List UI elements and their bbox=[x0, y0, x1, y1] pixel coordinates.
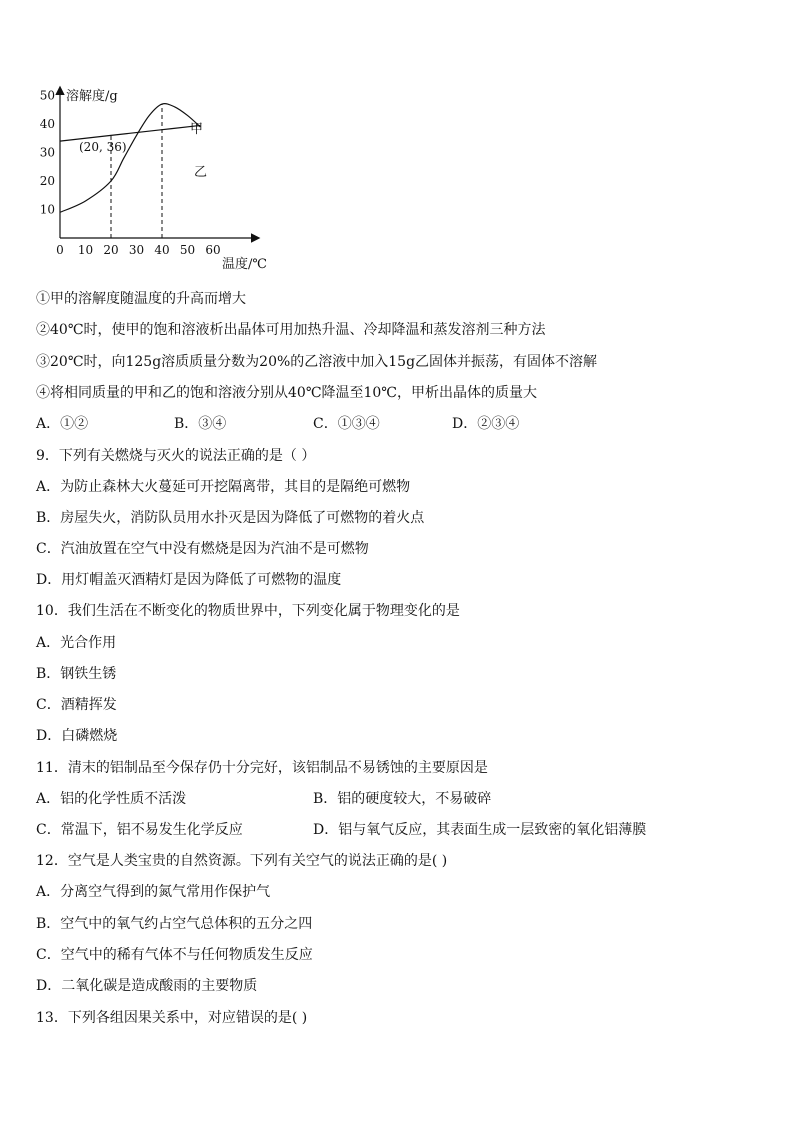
x-tick-label: 40 bbox=[154, 243, 170, 257]
y-axis-label: 溶解度/g bbox=[66, 89, 118, 104]
q12-stem: 12．空气是人类宝贵的自然资源。下列有关空气的说法正确的是( ) bbox=[36, 853, 448, 869]
q11-option-a[interactable]: A．铝的化学性质不活泼 bbox=[36, 791, 187, 807]
x-tick-label: 10 bbox=[77, 243, 94, 257]
q12-option-a[interactable]: A．分离空气得到的氮气常用作保护气 bbox=[36, 884, 271, 900]
q8-option-c[interactable]: C．①③④ bbox=[313, 416, 380, 432]
series-curve-jia bbox=[60, 104, 200, 213]
q10-stem: 10．我们生活在不断变化的物质世界中，下列变化属于物理变化的是 bbox=[36, 603, 460, 619]
q10-option-c[interactable]: C．酒精挥发 bbox=[36, 697, 117, 713]
y-tick-label: 20 bbox=[39, 174, 55, 188]
x-tick-label: 20 bbox=[103, 243, 119, 257]
statement-4: ④将相同质量的甲和乙的饱和溶液分别从40℃降温至10℃，甲析出晶体的质量大 bbox=[36, 385, 537, 401]
x-tick-label: 30 bbox=[128, 243, 145, 257]
q9-option-b[interactable]: B．房屋失火，消防队员用水扑灭是因为降低了可燃物的着火点 bbox=[36, 510, 425, 526]
q12-option-c[interactable]: C．空气中的稀有气体不与任何物质发生反应 bbox=[36, 947, 313, 963]
q10-option-a[interactable]: A．光合作用 bbox=[36, 635, 117, 651]
q9-option-d[interactable]: D．用灯帽盖灭酒精灯是因为降低了可燃物的温度 bbox=[36, 572, 342, 588]
series-label-yi: 乙 bbox=[194, 165, 208, 180]
statement-1: ①甲的溶解度随温度的升高而增大 bbox=[36, 291, 246, 307]
q8-option-a[interactable]: A．①② bbox=[36, 416, 89, 432]
q9-option-c[interactable]: C．汽油放置在空气中没有燃烧是因为汽油不是可燃物 bbox=[36, 541, 369, 557]
chart-annotation: (20, 36) bbox=[79, 140, 127, 154]
series-curve-yi bbox=[60, 125, 200, 141]
y-tick-label: 40 bbox=[39, 117, 55, 131]
solubility-chart bbox=[30, 80, 290, 280]
x-axis-label: 温度/℃ bbox=[222, 257, 267, 272]
q12-option-d[interactable]: D．二氧化碳是造成酸雨的主要物质 bbox=[36, 978, 258, 994]
q11-option-c[interactable]: C．常温下，铝不易发生化学反应 bbox=[36, 822, 243, 838]
y-tick-label: 10 bbox=[39, 202, 55, 217]
q8-option-d[interactable]: D．②③④ bbox=[452, 416, 520, 432]
y-tick-label: 30 bbox=[39, 145, 55, 160]
q10-option-d[interactable]: D．白磷燃烧 bbox=[36, 728, 118, 744]
q9-stem: 9．下列有关燃烧与灭火的说法正确的是（ ） bbox=[36, 448, 316, 464]
q8-option-b[interactable]: B．③④ bbox=[174, 416, 227, 432]
q10-option-b[interactable]: B．钢铁生锈 bbox=[36, 666, 117, 682]
q13-stem: 13．下列各组因果关系中，对应错误的是( ) bbox=[36, 1010, 308, 1026]
x-tick-label: 60 bbox=[205, 243, 221, 257]
statement-3: ③20℃时，向125g溶质质量分数为20%的乙溶液中加入15g乙固体并振荡，有固体不溶解 bbox=[36, 354, 598, 370]
series-label-jia: 甲 bbox=[190, 122, 204, 137]
x-tick-label: 0 bbox=[56, 243, 64, 257]
q11-stem: 11．清末的铝制品至今保存仍十分完好，该铝制品不易锈蚀的主要原因是 bbox=[36, 760, 488, 776]
q9-option-a[interactable]: A．为防止森林大火蔓延可开挖隔离带，其目的是隔绝可燃物 bbox=[36, 479, 411, 495]
q12-option-b[interactable]: B．空气中的氧气约占空气总体积的五分之四 bbox=[36, 916, 313, 932]
y-tick-label: 50 bbox=[39, 88, 55, 103]
x-tick-label: 50 bbox=[179, 243, 196, 257]
statement-2: ②40℃时，使甲的饱和溶液析出晶体可用加热升温、冷却降温和蒸发溶剂三种方法 bbox=[36, 322, 546, 338]
q11-option-d[interactable]: D．铝与氧气反应，其表面生成一层致密的氧化铝薄膜 bbox=[313, 822, 647, 838]
q11-option-b[interactable]: B．铝的硬度较大，不易破碎 bbox=[313, 791, 492, 807]
